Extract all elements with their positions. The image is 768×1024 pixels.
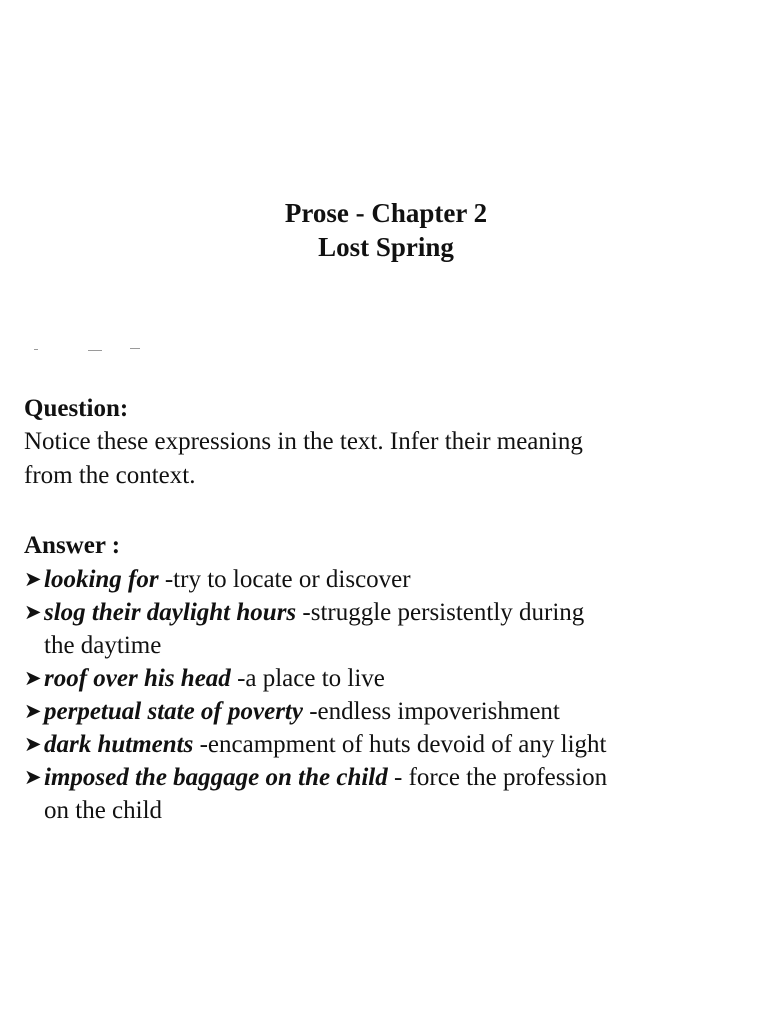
answer-term: slog their daylight hours bbox=[44, 599, 297, 626]
arrowhead-bullet-icon: ➤ bbox=[24, 765, 42, 789]
answer-meaning-continued: the daytime bbox=[44, 632, 162, 659]
arrowhead-bullet-icon: ➤ bbox=[24, 600, 42, 624]
arrowhead-bullet-icon: ➤ bbox=[24, 666, 42, 690]
answer-meaning: -endless impoverishment bbox=[302, 698, 560, 725]
answer-term: imposed the baggage on the child bbox=[44, 764, 388, 791]
answer-meaning: -a place to live bbox=[230, 665, 385, 692]
answer-item bbox=[24, 728, 754, 761]
answer-term: looking for bbox=[44, 566, 159, 593]
arrowhead-bullet-icon: ➤ bbox=[24, 699, 42, 723]
answer-item bbox=[24, 695, 754, 728]
answer-meaning: - force the profession bbox=[387, 764, 608, 791]
scan-smudge bbox=[34, 347, 184, 353]
question-line-1: Notice these expressions in the text. Infer their meaning bbox=[24, 428, 583, 455]
chapter-title: Prose - Chapter 2 bbox=[284, 198, 488, 228]
question-line-2: from the context. bbox=[24, 462, 196, 489]
answer-term: roof over his head bbox=[44, 665, 231, 692]
answer-section bbox=[24, 530, 754, 827]
answer-item bbox=[24, 662, 754, 695]
question-section bbox=[24, 393, 744, 493]
answer-meaning-continued: on the child bbox=[44, 797, 163, 824]
answer-label: Answer : bbox=[24, 532, 121, 559]
question-label: Question: bbox=[24, 395, 129, 422]
answer-term: dark hutments bbox=[44, 731, 194, 758]
answer-item bbox=[24, 563, 754, 596]
answer-meaning: -struggle persistently during bbox=[296, 599, 585, 626]
answer-item bbox=[24, 761, 754, 827]
answer-meaning: -encampment of huts devoid of any light bbox=[193, 731, 607, 758]
answer-item bbox=[24, 596, 754, 662]
arrowhead-bullet-icon: ➤ bbox=[24, 567, 42, 591]
title-block bbox=[0, 196, 768, 264]
answer-meaning: -try to locate or discover bbox=[158, 566, 411, 593]
answer-term: perpetual state of poverty bbox=[44, 698, 303, 725]
arrowhead-bullet-icon: ➤ bbox=[24, 732, 42, 756]
chapter-subtitle: Lost Spring bbox=[318, 232, 454, 262]
